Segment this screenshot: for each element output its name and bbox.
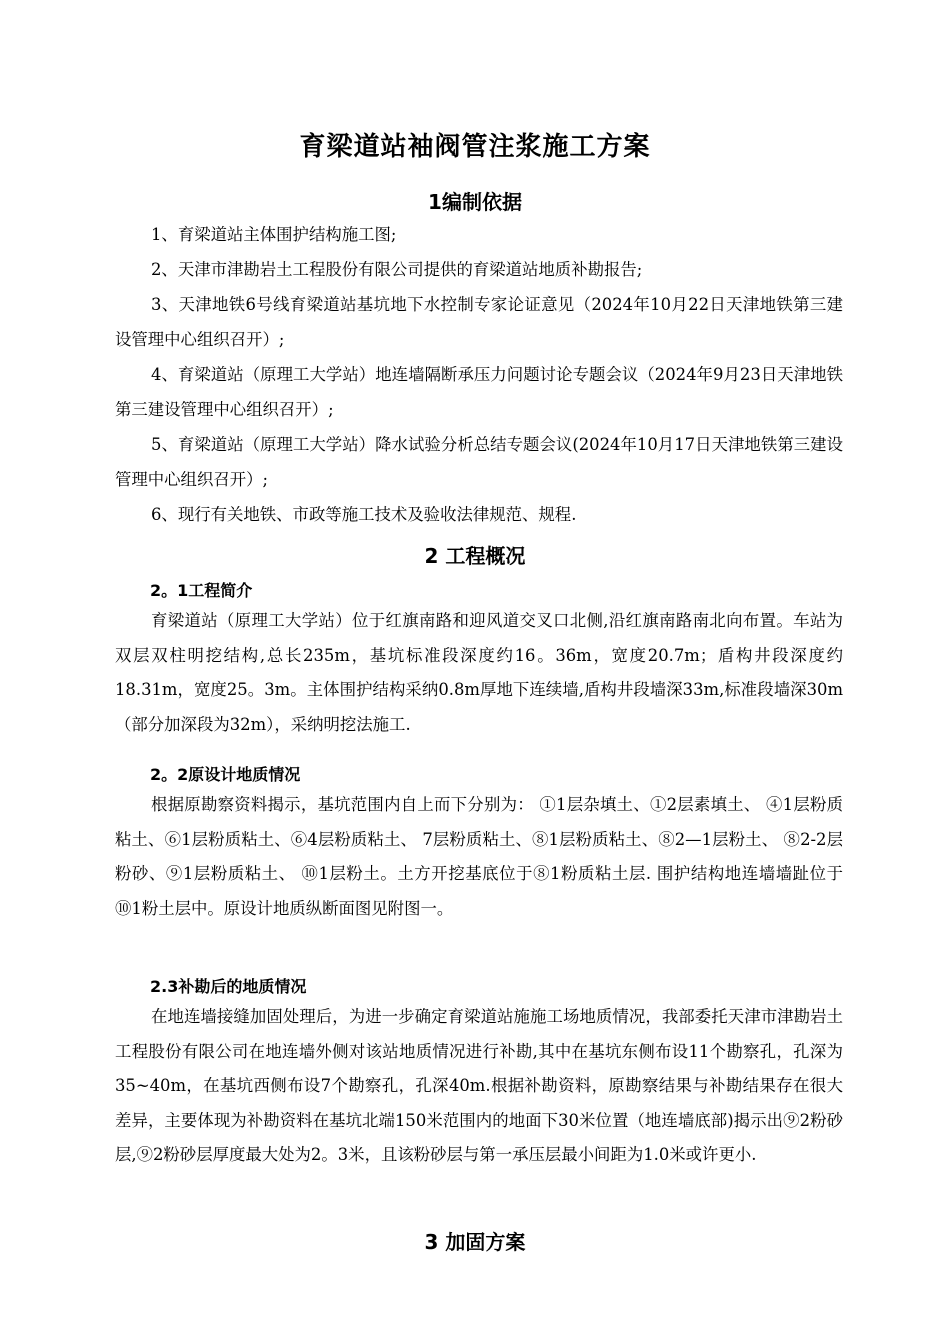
subsection-heading-supplementary-geology: 2.3补勘后的地质情况: [150, 977, 307, 996]
basis-item-2: 2、天津市津勘岩土工程股份有限公司提供的育梁道站地质补勘报告;: [151, 260, 643, 279]
supplementary-geology-paragraph: 在地连墙接缝加固处理后，为进一步确定育梁道站施施工场地质情况，我部委托天津市津勘岩土工程股份有限公司在地连墙外侧对该站地质情况进行补勘,其中在基坑东侧布设11个勘察孔，孔深为35~40m，在基坑西侧布设7个勘察孔，孔深40m.根据补勘资料，原勘察结果与补勘结果存在很大差异，主要体现为补勘资料在基坑北端150米范围内的地面下30米位置（地连墙底部)揭示出⑨2粉砂层,⑨2粉砂层厚度最大处为2。3米，且该粉砂层与第一承压层最小间距为1.0米或许更小.: [115, 1007, 843, 1165]
subsection-heading-intro: 2。1工程简介: [150, 581, 253, 600]
basis-item-3: 3、天津地铁6号线育梁道站基坑地下水控制专家论证意见（2024年10月22日天津地铁第三建设管理中心组织召开）;: [115, 295, 843, 349]
intro-paragraph: 育梁道站（原理工大学站）位于红旗南路和迎风道交叉口北侧,沿红旗南路南北向布置。车站为双层双柱明挖结构,总长235m，基坑标准段深度约16。36m，宽度20.7m；盾构井段深度约18.31m，宽度25。3m。主体围护结构采纳0.8m厚地下连续墙,盾构井段墙深33m,标准段墙深30m（部分加深段为32m），采纳明挖法施工.: [115, 611, 843, 734]
section-heading-basis: 1编制依据: [428, 190, 522, 214]
basis-item-6: 6、现行有关地铁、市政等施工技术及验收法律规范、规程.: [151, 505, 577, 524]
original-geology-paragraph: 根据原勘察资料揭示，基坑范围内自上而下分别为： ①1层杂填土、①2层素填土、 ④1层粉质粘土、⑥1层粉质粘土、⑥4层粉质粘土、 7层粉质粘土、⑧1层粉质粘土、⑧2—1层粉土、 ⑧2-2层粉砂、⑨1层粉质粘土、 ⑩1层粉土。土方开挖基底位于⑧1粉质粘土层. 围护结构地连墙墙趾位于⑩1粉土层中。原设计地质纵断面图见附图一。: [115, 795, 843, 918]
section-heading-overview: 2 工程概况: [424, 544, 526, 568]
basis-item-4: 4、育梁道站（原理工大学站）地连墙隔断承压力问题讨论专题会议（2024年9月23日天津地铁第三建设管理中心组织召开）;: [115, 365, 843, 419]
subsection-heading-original-geology: 2。2原设计地质情况: [150, 765, 301, 784]
basis-item-1: 1、育梁道站主体围护结构施工图;: [151, 225, 397, 244]
document-title: 育梁道站袖阀管注浆施工方案: [299, 132, 651, 162]
section-heading-reinforcement: 3 加固方案: [424, 1230, 526, 1254]
basis-item-5: 5、育梁道站（原理工大学站）降水试验分析总结专题会议(2024年10月17日天津地铁第三建设管理中心组织召开）;: [115, 435, 843, 489]
